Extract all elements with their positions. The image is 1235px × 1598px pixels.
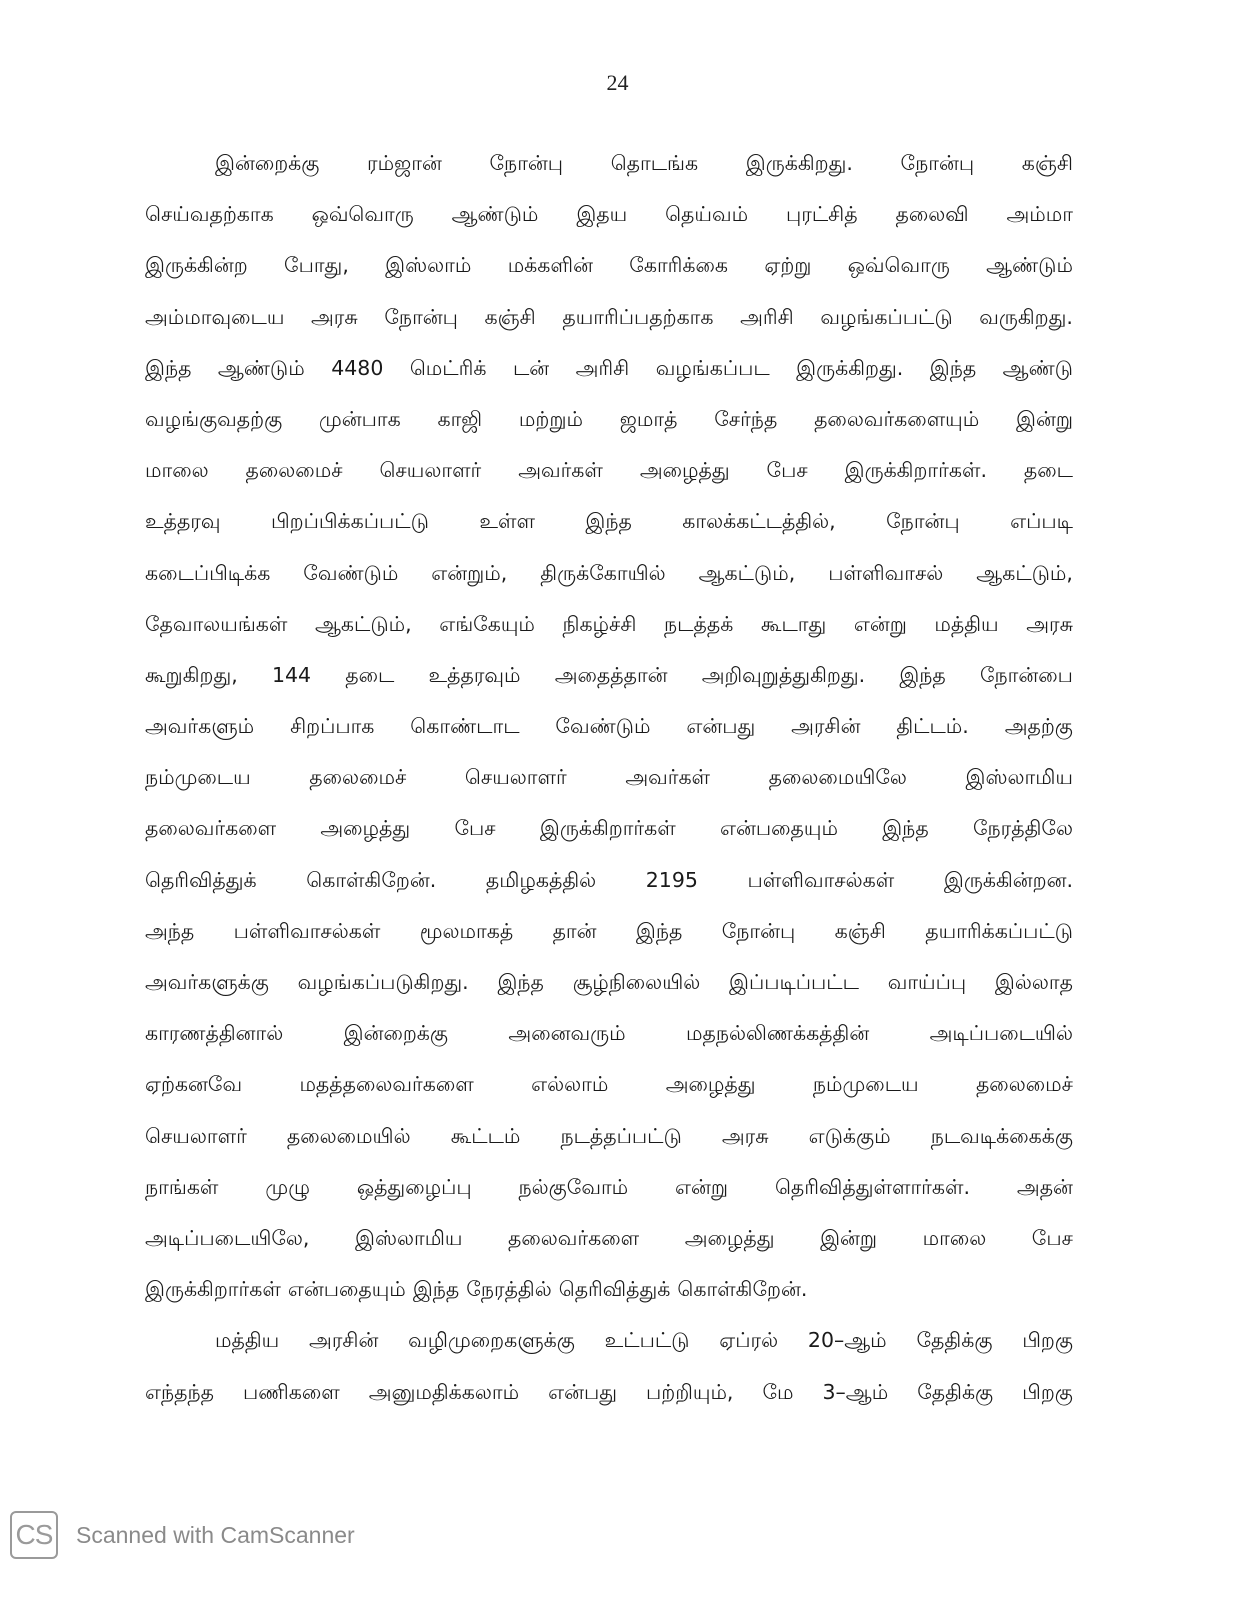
text-line: உத்தரவு பிறப்பிக்கப்பட்டு உள்ள இந்த காலக்கட்டத்தில், நோன்பு எப்படி (145, 509, 1073, 534)
text-line: நம்முடைய தலைமைச் செயலாளர் அவர்கள் தலைமையிலே இஸ்லாமிய (145, 765, 1073, 790)
text-line: செய்வதற்காக ஒவ்வொரு ஆண்டும் இதய தெய்வம் புரட்சித் தலைவி அம்மா (145, 202, 1073, 227)
page-number: 24 (606, 70, 629, 95)
text-line: காரணத்தினால் இன்றைக்கு அனைவரும் மதநல்லிணக்கத்தின் அடிப்படையில் (145, 1021, 1073, 1046)
paragraph-2 (145, 1315, 1073, 1417)
text-line: தேவாலயங்கள் ஆகட்டும், எங்கேயும் நிகழ்ச்சி நடத்தக் கூடாது என்று மத்திய அரசு (145, 611, 1073, 636)
text-line: தலைவர்களை அழைத்து பேச இருக்கிறார்கள் என்பதையும் இந்த நேரத்திலே (145, 816, 1073, 841)
text-line: அடிப்படையிலே, இஸ்லாமிய தலைவர்களை அழைத்து இன்று மாலை பேச (145, 1225, 1073, 1250)
text-line: இந்த ஆண்டும் 4480 மெட்ரிக் டன் அரிசி வழங்கப்பட இருக்கிறது. இந்த ஆண்டு (145, 355, 1073, 380)
text-line: செயலாளர் தலைமையில் கூட்டம் நடத்தப்பட்டு அரசு எடுக்கும் நடவடிக்கைக்கு (145, 1123, 1073, 1148)
text-line: நாங்கள் முழு ஒத்துழைப்பு நல்குவோம் என்று தெரிவித்துள்ளார்கள். அதன் (145, 1174, 1073, 1199)
text-line: மத்திய அரசின் வழிமுறைகளுக்கு உட்பட்டு ஏப்ரல் 20–ஆம் தேதிக்கு பிறகு (215, 1328, 1073, 1353)
camscanner-watermark (10, 1510, 355, 1560)
text-line: எந்தந்த பணிகளை அனுமதிக்கலாம் என்பது பற்றியும், மே 3–ஆம் தேதிக்கு பிறகு (145, 1379, 1073, 1404)
text-line: அந்த பள்ளிவாசல்கள் மூலமாகத் தான் இந்த நோன்பு கஞ்சி தயாரிக்கப்பட்டு (145, 918, 1073, 943)
text-line: இருக்கிறார்கள் என்பதையும் இந்த நேரத்தில் தெரிவித்துக் கொள்கிறேன். (145, 1277, 808, 1302)
text-line: இன்றைக்கு ரம்ஜான் நோன்பு தொடங்க இருக்கிறது. நோன்பு கஞ்சி (215, 151, 1073, 175)
text-line: மாலை தலைமைச் செயலாளர் அவர்கள் அழைத்து பேச இருக்கிறார்கள். தடை (145, 458, 1073, 483)
camscanner-logo-icon: CS (10, 1511, 58, 1559)
text-line: ஏற்கனவே மதத்தலைவர்களை எல்லாம் அழைத்து நம்முடைய தலைமைச் (145, 1072, 1073, 1097)
text-line: கடைப்பிடிக்க வேண்டும் என்றும், திருக்கோயில் ஆகட்டும், பள்ளிவாசல் ஆகட்டும், (145, 560, 1073, 585)
scanner-caption: Scanned with CamScanner (76, 1521, 355, 1548)
text-line: அவர்களும் சிறப்பாக கொண்டாட வேண்டும் என்பது அரசின் திட்டம். அதற்கு (145, 714, 1073, 739)
text-line: இருக்கின்ற போது, இஸ்லாம் மக்களின் கோரிக்கை ஏற்று ஒவ்வொரு ஆண்டும் (145, 253, 1073, 278)
paragraph-1 (145, 138, 1073, 1315)
text-line: வழங்குவதற்கு முன்பாக காஜி மற்றும் ஜமாத் சேர்ந்த தலைவர்களையும் இன்று (145, 406, 1073, 431)
text-line: கூறுகிறது, 144 தடை உத்தரவும் அதைத்தான் அறிவுறுத்துகிறது. இந்த நோன்பை (145, 662, 1073, 687)
text-line: அம்மாவுடைய அரசு நோன்பு கஞ்சி தயாரிப்பதற்காக அரிசி வழங்கப்பட்டு வருகிறது. (145, 304, 1073, 329)
text-line: தெரிவித்துக் கொள்கிறேன். தமிழகத்தில் 2195 பள்ளிவாசல்கள் இருக்கின்றன. (145, 867, 1073, 892)
document-body (145, 138, 1073, 1418)
text-line: அவர்களுக்கு வழங்கப்படுகிறது. இந்த சூழ்நிலையில் இப்படிப்பட்ட வாய்ப்பு இல்லாத (145, 970, 1073, 994)
